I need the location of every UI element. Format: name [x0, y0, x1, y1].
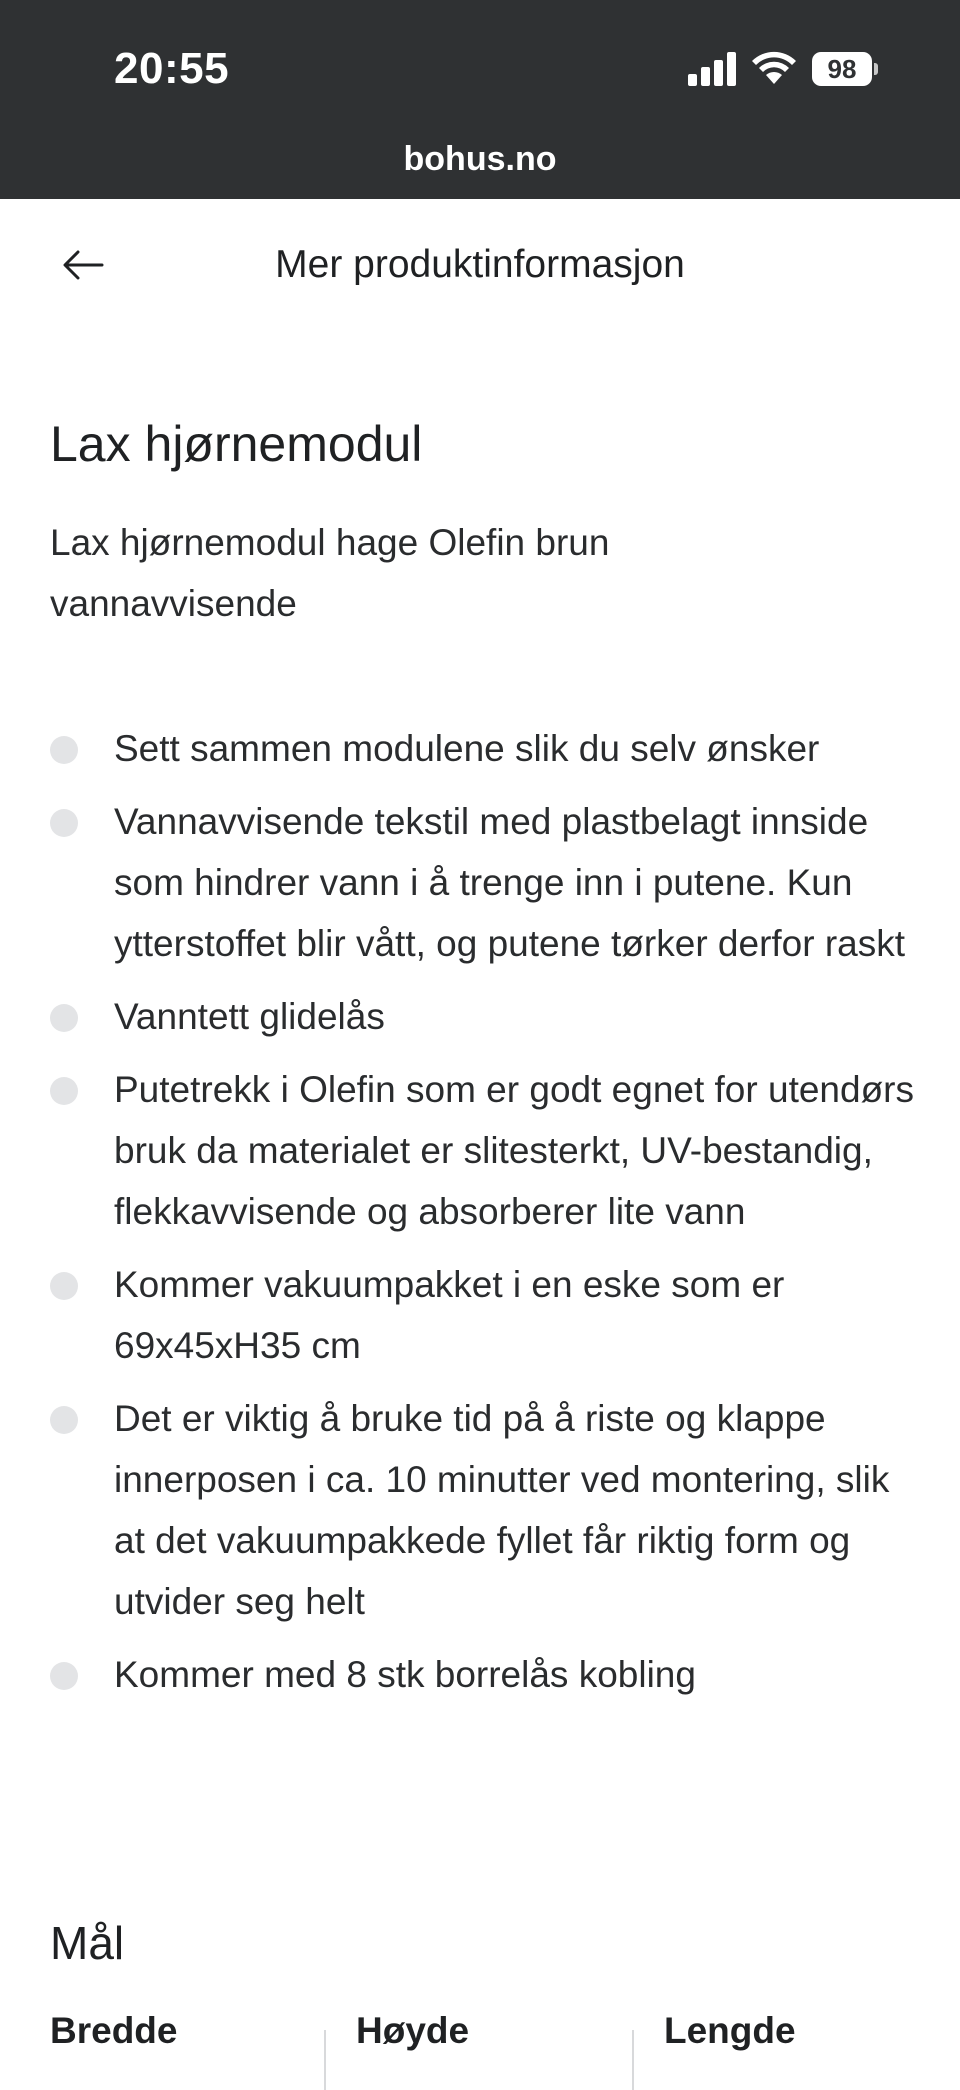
page-title: Mer produktinformasjon: [275, 243, 685, 286]
bullet-icon: [50, 1662, 78, 1690]
dimension-length-label: Lengde: [664, 2010, 796, 2051]
dimension-height-label: Høyde: [356, 2010, 470, 2051]
list-item: Kommer vakuumpakket i en eske som er 69x45xH35 cm: [50, 1254, 920, 1376]
dimensions-title: Mål: [50, 1917, 125, 1969]
product-info: [50, 410, 920, 1717]
list-item: Vanntett glidelås: [50, 986, 920, 1047]
bullet-icon: [50, 1272, 78, 1300]
bullet-icon: [50, 809, 78, 837]
status-time: 20:55: [114, 44, 230, 93]
product-title: Lax hjørnemodul: [50, 416, 423, 472]
bullet-icon: [50, 1406, 78, 1434]
list-item: Sett sammen modulene slik du selv ønsker: [50, 718, 920, 779]
list-item: Putetrekk i Olefin som er godt egnet for utendørs bruk da materialet er slitesterkt, UV-bestandig, flekkavvisende og absorberer lite vann: [50, 1059, 920, 1242]
list-item: Det er viktig å bruke tid på å riste og klappe innerposen i ca. 10 minutter ved montering, slik at det vakuumpakkede fyllet får riktig form og utvider seg helt: [50, 1388, 920, 1632]
wifi-icon: [752, 50, 796, 86]
product-description: Lax hjørnemodul hage Olefin brun vannavvisende: [50, 522, 610, 624]
feature-list: [50, 718, 920, 1705]
status-bar: [0, 0, 960, 199]
bullet-icon: [50, 1077, 78, 1105]
page-header: [0, 199, 960, 329]
dimension-width-label: Bredde: [50, 2010, 178, 2051]
browser-url[interactable]: bohus.no: [403, 140, 557, 178]
battery-level: 98: [812, 52, 872, 86]
bullet-icon: [50, 1004, 78, 1032]
bullet-icon: [50, 736, 78, 764]
list-item: Kommer med 8 stk borrelås kobling: [50, 1644, 920, 1705]
battery-icon: [812, 52, 876, 86]
dimensions-table-header: [0, 2010, 960, 2081]
cellular-signal-icon: [688, 52, 738, 86]
list-item: Vannavvisende tekstil med plastbelagt innside som hindrer vann i å trenge inn i putene. Kun ytterstoffet blir vått, og putene tørker derfor raskt: [50, 791, 920, 974]
